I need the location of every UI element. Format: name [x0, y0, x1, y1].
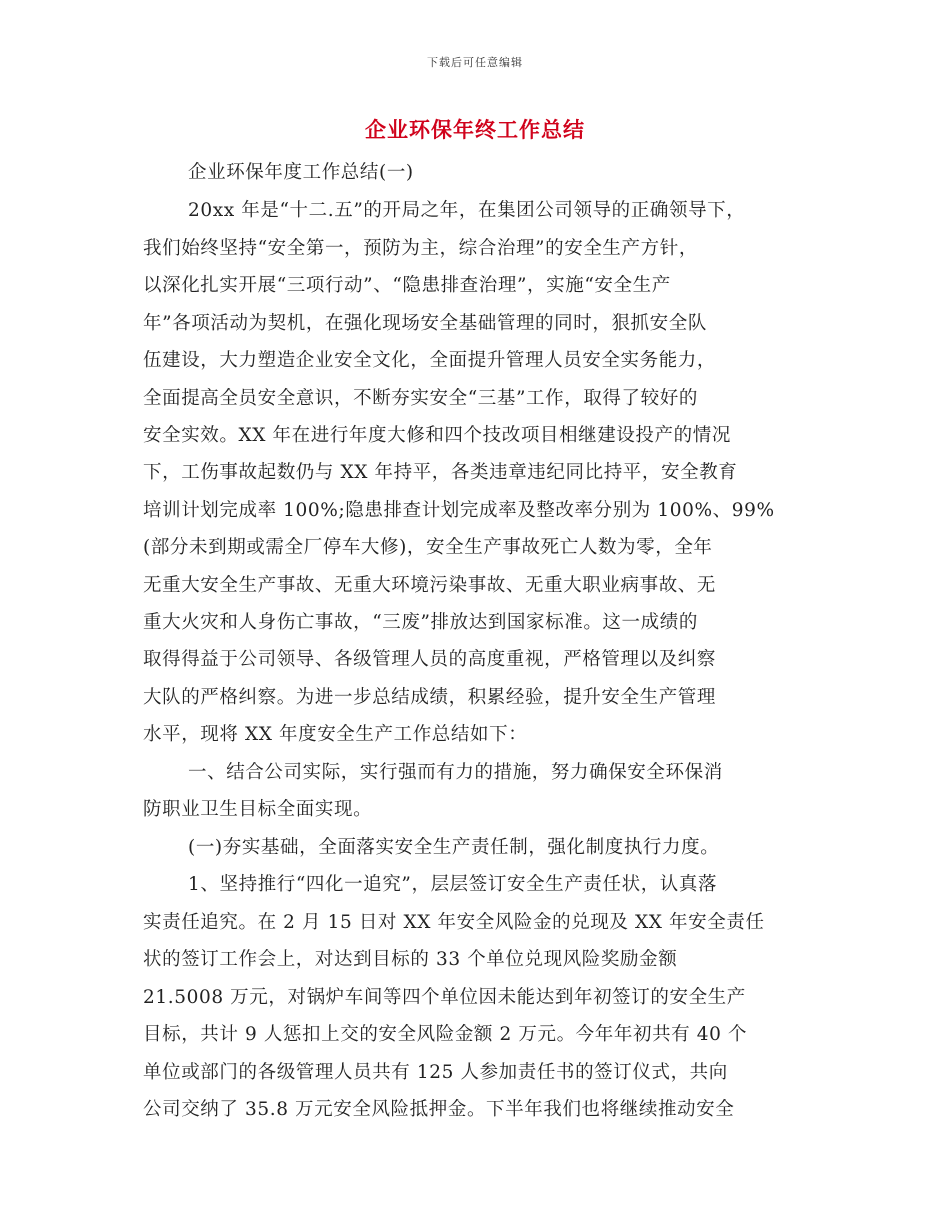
section-heading-line: 一、结合公司实际，实行强而有力的措施，努力确保安全环保消 [188, 762, 723, 783]
paragraph-line: 伍建设，大力塑造企业安全文化，全面提升管理人员安全实务能力， [143, 350, 717, 371]
paragraph-line: 目标，共计 9 人惩扣上交的安全风险金额 2 万元。今年年初共有 40 个 [143, 1024, 748, 1045]
paragraph-line: 20xx 年是“十二.五”的开局之年，在集团公司领导的正确领导下， [188, 200, 746, 221]
paragraph-line: 重大火灾和人身伤亡事故，“三废”排放达到国家标准。这一成绩的 [143, 612, 698, 633]
paragraph-line: 21.5008 万元，对锅炉车间等四个单位因未能达到年初签订的安全生产 [143, 987, 746, 1008]
paragraph-line: 全面提高全员安全意识，不断夯实安全“三基”工作，取得了较好的 [143, 388, 698, 409]
paragraph-line: 我们始终坚持“安全第一，预防为主，综合治理”的安全生产方针， [143, 238, 698, 259]
section-heading-line: 防职业卫生目标全面实现。 [143, 799, 373, 820]
paragraph-line: 大队的严格纠察。为进一步总结成绩，积累经验，提升安全生产管理 [143, 687, 717, 708]
subtitle-line: 企业环保年度工作总结(一) [188, 162, 414, 183]
paragraph-line: 公司交纳了 35.8 万元安全风险抵押金。下半年我们也将继续推动安全 [143, 1099, 735, 1120]
document-title: 企业环保年终工作总结 [365, 117, 585, 142]
subsection-heading-line: (一)夯实基础，全面落实安全生产责任制，强化制度执行力度。 [188, 837, 720, 858]
page-header: 下载后可任意编辑 [427, 56, 523, 69]
paragraph-line: 水平，现将 XX 年度安全生产工作总结如下： [143, 724, 528, 745]
paragraph-line: 无重大安全生产事故、无重大环境污染事故、无重大职业病事故、无 [143, 575, 717, 596]
paragraph-line: 下，工伤事故起数仍与 XX 年持平，各类违章违纪同比持平，安全教育 [143, 462, 738, 483]
paragraph-line: 1、坚持推行“四化一追究”，层层签订安全生产责任状，认真落 [188, 874, 718, 895]
paragraph-line: 年”各项活动为契机，在强化现场安全基础管理的同时，狠抓安全队 [143, 313, 707, 334]
paragraph-line: 培训计划完成率 100%;隐患排查计划完成率及整改率分别为 100%、99% [143, 500, 775, 521]
paragraph-line: 以深化扎实开展“三项行动”、“隐患排查治理”，实施“安全生产 [143, 275, 671, 296]
paragraph-line: 实责任追究。在 2 月 15 日对 XX 年安全风险金的兑现及 XX 年安全责任 [143, 912, 765, 933]
paragraph-line: (部分未到期或需全厂停车大修)，安全生产事故死亡人数为零，全年 [143, 537, 713, 558]
paragraph-line: 单位或部门的各级管理人员共有 125 人参加责任书的签订仪式，共向 [143, 1062, 728, 1083]
paragraph-line: 取得得益于公司领导、各级管理人员的高度重视，严格管理以及纠察 [143, 649, 717, 670]
paragraph-line: 状的签订工作会上，对达到目标的 33 个单位兑现风险奖励金额 [143, 949, 678, 970]
paragraph-line: 安全实效。XX 年在进行年度大修和四个技改项目相继建设投产的情况 [143, 425, 731, 446]
